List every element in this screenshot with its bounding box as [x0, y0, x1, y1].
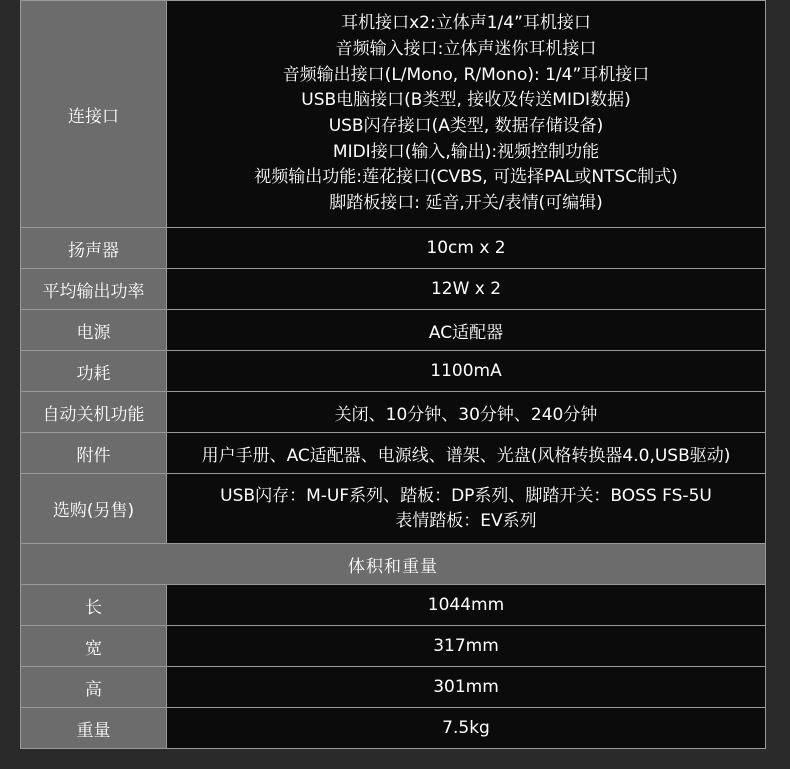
- spec-value: 关闭、10分钟、30分钟、240分钟: [167, 392, 766, 433]
- spec-label: 电源: [21, 310, 167, 351]
- options-line: 表情踏板：EV系列: [395, 510, 537, 531]
- ports-line: 脚踏板接口: 延音,开关/表情(可编辑): [329, 193, 603, 214]
- spec-table: [20, 0, 766, 749]
- options-value-cell: [167, 474, 766, 544]
- spec-row-options: [21, 474, 766, 544]
- spec-label: 高: [21, 667, 167, 708]
- ports-line: USB闪存接口(A类型, 数据存储设备): [328, 116, 604, 136]
- spec-row-ports: [21, 1, 766, 228]
- ports-line: 视频输出功能:莲花接口(CVBS, 可选择PAL或NTSC制式): [254, 167, 678, 188]
- section-header-row: [21, 544, 766, 585]
- spec-value: 7.5kg: [167, 708, 766, 749]
- spec-row-power-consumption: [21, 351, 766, 392]
- spec-label: 平均输出功率: [21, 269, 167, 310]
- ports-line: 音频输出接口(L/Mono, R/Mono): 1/4”耳机接口: [282, 64, 650, 85]
- ports-line: MIDI接口(输入,输出):视频控制功能: [332, 141, 600, 162]
- section-title: 体积和重量: [21, 544, 766, 585]
- spec-row-output-power: [21, 269, 766, 310]
- spec-value: 1100mA: [167, 351, 766, 392]
- spec-row-width: [21, 626, 766, 667]
- spec-row-auto-off: [21, 392, 766, 433]
- spec-value: 317mm: [167, 626, 766, 667]
- spec-value: 1044mm: [167, 585, 766, 626]
- options-line: USB闪存：M-UF系列、踏板：DP系列、脚踏开关：BOSS FS-5U: [220, 485, 712, 506]
- ports-line: 音频输入接口:立体声迷你耳机接口: [335, 38, 597, 59]
- spec-label: 选购(另售): [21, 474, 167, 544]
- spec-row-height: [21, 667, 766, 708]
- spec-label: 重量: [21, 708, 167, 749]
- spec-row-length: [21, 585, 766, 626]
- spec-value: 12W x 2: [167, 269, 766, 310]
- spec-label: 宽: [21, 626, 167, 667]
- spec-label: 连接口: [21, 1, 167, 228]
- spec-label: 长: [21, 585, 167, 626]
- ports-value-cell: [167, 1, 766, 228]
- spec-row-power-supply: [21, 310, 766, 351]
- spec-row-accessories: [21, 433, 766, 474]
- ports-line: 耳机接口x2:立体声1/4”耳机接口: [341, 13, 591, 34]
- spec-row-speaker: [21, 228, 766, 269]
- spec-value: AC适配器: [167, 310, 766, 351]
- spec-label: 自动关机功能: [21, 392, 167, 433]
- spec-label: 附件: [21, 433, 167, 474]
- spec-row-weight: [21, 708, 766, 749]
- spec-value: 用户手册、AC适配器、电源线、谱架、光盘(风格转换器4.0,USB驱动): [167, 433, 766, 474]
- spec-value: 10cm x 2: [167, 228, 766, 269]
- spec-label: 功耗: [21, 351, 167, 392]
- spec-value: 301mm: [167, 667, 766, 708]
- ports-line: USB电脑接口(B类型, 接收及传送MIDI数据): [301, 90, 631, 111]
- spec-label: 扬声器: [21, 228, 167, 269]
